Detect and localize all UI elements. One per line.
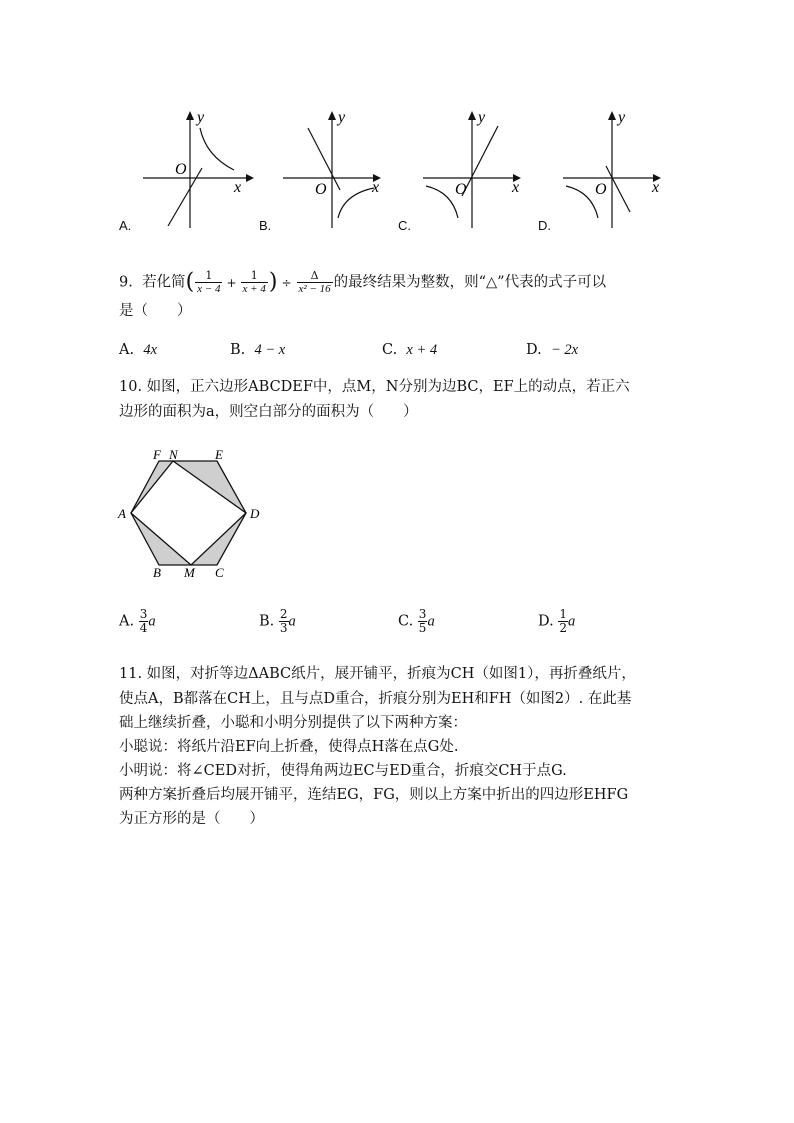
label-M: M (184, 565, 195, 580)
q9-option-c: C. x + 4 (382, 342, 438, 358)
y-axis-arrow (468, 111, 476, 120)
y-axis-arrow (186, 111, 194, 120)
line-graph (606, 166, 630, 212)
graph-option-b (278, 108, 398, 233)
q9-option-a: A. 4x (119, 342, 157, 358)
axis-y-label: y (478, 109, 486, 126)
q11-line-5: 小明说：将∠CED对折，使得角两边EC与ED重合，折痕交CH于点G. (119, 763, 567, 779)
axis-x-label: x (512, 179, 520, 196)
q9-option-b: B. 4 − x (230, 342, 286, 358)
left-paren-icon: ( (185, 269, 195, 295)
q10-option-b: B. $\frac{2}{3}$ a (259, 607, 296, 635)
q11-line-2: 使点A，B都落在CH上，且与点D重合，折痕分别为EH和FH（如图2）. 在此基 (119, 691, 632, 707)
q9-fraction-2: $\frac{1}{x + 4}$ (242, 269, 266, 295)
y-axis-arrow (608, 111, 616, 120)
axis-y-label: y (618, 109, 626, 126)
q9-tail: 的最终结果为整数，则“△”代表的式子可以 (333, 274, 607, 291)
graph-option-c (418, 108, 538, 233)
q11-line-3: 础上继续折叠，小聪和小明分别提供了以下两种方案： (119, 715, 467, 731)
origin-label: O (315, 181, 327, 198)
q10-option-c: C. $\frac{3}{5}$ a (398, 607, 435, 635)
label-A: A (118, 506, 126, 521)
x-axis-arrow (246, 174, 254, 182)
label-N: N (169, 447, 178, 462)
line-graph (462, 126, 498, 196)
q11-line-6: 两种方案折叠后均展开铺平，连结EG，FG，则以上方案中折出的四边形EHFG (119, 787, 629, 803)
q9-option-d: D. − 2x (526, 342, 579, 358)
blank-quadrilateral (131, 461, 246, 565)
option-letter-c: C. (398, 218, 411, 233)
hyperbola-branch (566, 186, 598, 218)
q9-line2: 是（ ） (119, 303, 192, 319)
plus-sign: + (226, 275, 237, 290)
q11-line-7: 为正方形的是（ ） (119, 811, 264, 827)
axis-x-label: x (372, 179, 380, 196)
option-letter-a: A. (119, 218, 132, 233)
q10-line2: 边形的面积为a，则空白部分的面积为（ ） (119, 404, 418, 420)
origin-label: O (595, 181, 607, 198)
divide-sign: ÷ (281, 275, 292, 290)
q9-number: 9. (119, 274, 133, 291)
label-B: B (153, 565, 161, 580)
q9-stem (119, 270, 606, 295)
q9-fraction-1: $\frac{1}{x - 4}$ (197, 269, 221, 295)
y-axis-arrow (328, 111, 336, 120)
q11-line-1: 11. 如图，对折等边ΔABC纸片，展开铺平，折痕为CH（如图1），再折叠纸片， (119, 666, 636, 682)
label-D: D (250, 506, 260, 521)
axis-x-label: x (234, 179, 242, 196)
q10-option-d: D. $\frac{1}{2}$ a (538, 607, 576, 635)
axis-y-label: y (338, 109, 346, 126)
q10-line1: 10. 如图，正六边形ABCDEF中，点M，N分别为边BC，EF上的动点，若正六 (119, 379, 630, 395)
q11-line-4: 小聪说：将纸片沿EF向上折叠，使得点H落在点G处. (119, 739, 459, 755)
hyperbola-branch (200, 128, 234, 170)
q9-lead: 若化简 (142, 274, 186, 291)
q9-fraction-3: $\frac{\Delta}{\text{x² − 16}}$ (298, 269, 331, 295)
right-paren-icon: ) (268, 269, 278, 295)
hexagon-figure (115, 445, 270, 585)
option-letter-d: D. (538, 218, 551, 233)
label-E: E (215, 447, 223, 462)
graph-option-d (558, 108, 678, 233)
axis-x-label: x (652, 179, 660, 196)
graph-option-a (138, 108, 258, 233)
origin-label: O (175, 161, 187, 178)
hyperbola-branch (426, 186, 458, 218)
q10-option-a: A. $\frac{3}{4}$ a (119, 607, 156, 635)
option-letter-b: B. (259, 218, 272, 233)
hyperbola-branch (338, 188, 374, 218)
label-C: C (215, 565, 224, 580)
label-F: F (153, 447, 161, 462)
origin-label: O (455, 181, 467, 198)
axis-y-label: y (197, 109, 205, 126)
